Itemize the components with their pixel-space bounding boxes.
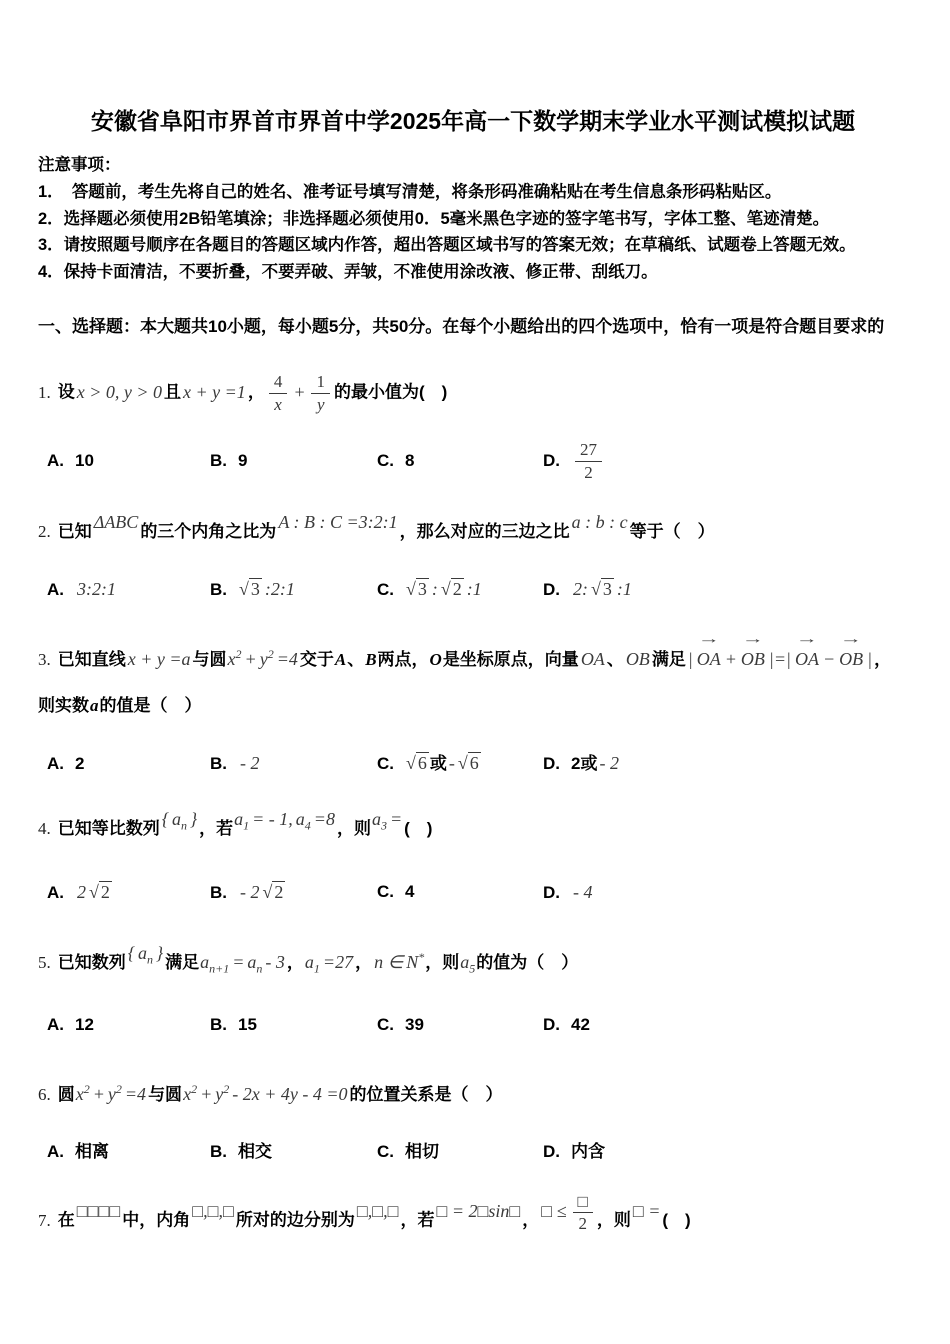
question-stem xyxy=(38,809,908,851)
fraction xyxy=(269,372,288,414)
question-number: 3. xyxy=(38,650,51,670)
vector xyxy=(839,631,864,675)
square-root xyxy=(239,579,262,599)
question-1 xyxy=(38,372,908,482)
subscripted-var: $a_1$ xyxy=(304,951,320,976)
superscripted-var: $y^2$ xyxy=(215,1082,230,1105)
stem-text: 2 xyxy=(75,753,85,773)
stem-text: 39 xyxy=(405,1015,424,1035)
radicand: 2 xyxy=(452,579,462,600)
superscripted-var: $x^2$ xyxy=(75,1082,90,1105)
math-text: + xyxy=(293,381,306,402)
options-row xyxy=(38,1137,908,1167)
stem-text: ， xyxy=(522,1210,540,1230)
option-label: B. xyxy=(210,580,227,600)
math-text: + xyxy=(724,649,737,670)
radical-icon: √ xyxy=(239,579,249,600)
math-text: =8 xyxy=(313,809,335,830)
notice-item: 4．保持卡面清洁，不要折叠，不要弄破、弄皱，不准使用涂改液、修正带、刮纸刀。 xyxy=(38,262,658,281)
options-row xyxy=(38,574,908,605)
superscript: 2 xyxy=(83,1082,90,1097)
math-text: = xyxy=(389,809,403,830)
vector-base: OA xyxy=(794,649,819,670)
subscript: 3 xyxy=(380,818,387,833)
math-text: :1 xyxy=(466,579,482,600)
option-label: B. xyxy=(210,451,227,471)
subscripted-var: $a_n$ xyxy=(247,951,263,976)
options-row xyxy=(38,877,908,908)
stem-text: 、 xyxy=(606,650,624,670)
fraction-numerator: 27 xyxy=(575,440,602,462)
subscripted-var: $a_{n+1}$ xyxy=(200,951,230,976)
math-text: | xyxy=(867,649,873,670)
math-var: O xyxy=(429,650,442,670)
stem-text: 或 xyxy=(429,754,447,774)
superscripted-var: $y^2$ xyxy=(107,1082,122,1105)
superscript: 2 xyxy=(267,647,274,662)
radicand: 6 xyxy=(417,753,427,774)
option-label: D. xyxy=(543,450,560,470)
subscript: n xyxy=(180,818,187,833)
stem-text: ，则 xyxy=(425,952,460,972)
math-text: 2 xyxy=(77,881,86,902)
section-header: 一、选择题：本大题共10小题，每小题5分，共50分。在每个小题给出的四个选项中，恰有一项是符合题目要求的 xyxy=(38,317,885,336)
math-text: □ = 2□sin□ xyxy=(436,1200,521,1221)
option-D xyxy=(543,748,908,779)
radical-icon: √ xyxy=(89,881,99,902)
math-text: □□□□ xyxy=(76,1200,121,1221)
math-text: - 4 xyxy=(573,881,593,902)
stem-text: 中，内角 xyxy=(122,1210,191,1230)
option-label: D. xyxy=(543,1142,560,1162)
notice-item: 3．请按照题号顺序在各题目的答题区域内作答，超出答题区域书写的答案无效；在草稿纸、试题卷上答题无效。 xyxy=(38,236,856,254)
superscript: 2 xyxy=(235,647,242,662)
stem-text: ， xyxy=(874,650,892,670)
superscript: 2 xyxy=(191,1082,198,1097)
stem-text: 9 xyxy=(238,451,248,471)
math-var: a xyxy=(90,696,99,716)
stem-text: 相离 xyxy=(75,1142,109,1162)
question-3 xyxy=(38,631,908,779)
stem-text: 8 xyxy=(405,451,415,471)
option-B xyxy=(210,1010,377,1040)
option-label: A. xyxy=(47,451,64,471)
stem-text: ， xyxy=(355,952,373,972)
fraction-denominator: y xyxy=(316,394,325,414)
options-row xyxy=(38,748,908,779)
option-label: A. xyxy=(47,1142,64,1162)
radical-icon: √ xyxy=(440,579,451,600)
stem-text: ，若 xyxy=(400,1210,435,1230)
option-D xyxy=(543,440,908,482)
math-text: - 2 xyxy=(599,753,619,774)
math-text: - 2 xyxy=(240,881,260,902)
math-text: { xyxy=(161,809,169,830)
vector-arrow-icon: → xyxy=(840,631,863,647)
radical-icon: √ xyxy=(406,753,416,774)
option-label: A. xyxy=(47,882,64,902)
radical-icon: √ xyxy=(457,753,468,774)
fraction xyxy=(575,440,602,482)
superscript: * xyxy=(418,949,425,964)
stem-text: ，那么对应的三边之比 xyxy=(399,522,570,542)
stem-text: 或 xyxy=(580,754,598,774)
subscript: n xyxy=(146,952,153,967)
fraction-numerator: 1 xyxy=(311,372,330,394)
radicand: 2 xyxy=(274,881,284,902)
option-label: C. xyxy=(377,882,394,902)
stem-text: 内含 xyxy=(571,1142,605,1162)
vector-base: OB xyxy=(740,649,765,670)
option-C xyxy=(377,1137,543,1167)
option-label: C. xyxy=(377,1142,394,1162)
math-text: + xyxy=(92,1084,105,1105)
math-text: − xyxy=(822,649,836,670)
math-text: | xyxy=(687,649,693,670)
stem-text: 2 xyxy=(571,754,581,774)
superscript: 2 xyxy=(115,1082,122,1097)
question-number: 6. xyxy=(38,1085,51,1105)
notice-heading: 注意事项： xyxy=(38,156,121,174)
option-D xyxy=(543,1137,908,1167)
options-row xyxy=(38,440,908,482)
stem-text: 已知数列 xyxy=(57,952,126,972)
fraction-denominator: 2 xyxy=(584,462,593,482)
subscript: n+1 xyxy=(209,961,230,976)
stem-text: 的位置关系是（ ） xyxy=(349,1085,503,1105)
option-C xyxy=(377,446,543,476)
stem-text: 且 xyxy=(164,382,182,402)
square-root xyxy=(406,753,429,773)
superscripted-var: $y^2$ xyxy=(259,647,274,670)
square-root xyxy=(263,882,286,902)
math-text: □ ≤ xyxy=(541,1200,567,1221)
radicand: 3 xyxy=(417,579,427,600)
option-A xyxy=(47,574,210,605)
fraction-numerator: 4 xyxy=(269,372,288,394)
fraction xyxy=(311,372,330,414)
option-label: D. xyxy=(543,754,560,774)
math-text: A : B : C =3:2:1 xyxy=(278,512,398,533)
question-stem xyxy=(38,372,908,414)
stem-text: 已知等比数列 xyxy=(57,819,160,839)
superscripted-var: $x^2$ xyxy=(183,1082,198,1105)
option-B xyxy=(210,1137,377,1167)
questions-container xyxy=(38,372,908,1242)
math-text: =27 xyxy=(322,951,354,972)
math-text: OB xyxy=(625,649,650,670)
superscript: 2 xyxy=(223,1082,230,1097)
subscript: 1 xyxy=(243,818,250,833)
radical-icon: √ xyxy=(262,881,273,902)
math-text: x + y =a xyxy=(127,649,191,670)
option-B xyxy=(210,574,377,605)
subscript: 5 xyxy=(469,961,476,976)
question-stem xyxy=(38,631,908,676)
option-label: D. xyxy=(543,882,560,902)
stem-text: 4 xyxy=(405,882,415,902)
subscripted-var: $a_n$ xyxy=(137,942,153,967)
option-D xyxy=(543,574,908,605)
stem-text: 是坐标原点，向量 xyxy=(442,650,579,670)
stem-text: ( ) xyxy=(662,1210,691,1230)
subscripted-var: $a_5$ xyxy=(460,951,476,976)
question-5 xyxy=(38,941,908,1041)
option-label: B. xyxy=(210,1015,227,1035)
math-text: :2:1 xyxy=(264,579,295,600)
option-C xyxy=(377,574,543,605)
subscripted-var: $a_3$ xyxy=(371,809,387,833)
vector-arrow-icon: → xyxy=(741,631,764,647)
math-text: + xyxy=(244,649,257,670)
option-A xyxy=(47,877,210,908)
question-number: 4. xyxy=(38,819,51,839)
fraction-denominator: x xyxy=(274,394,282,414)
math-text: =4 xyxy=(276,649,298,670)
vector-base: OA xyxy=(696,649,721,670)
option-A xyxy=(47,1010,210,1040)
math-text: :1 xyxy=(616,579,632,600)
stem-text: ， xyxy=(286,952,304,972)
stem-text: 交于 xyxy=(299,650,334,670)
stem-text: 的最小值为( ) xyxy=(333,382,448,402)
fraction-denominator: 2 xyxy=(578,1214,587,1234)
option-A xyxy=(47,446,210,476)
math-text: { xyxy=(127,942,135,963)
math-text: - xyxy=(448,753,455,774)
math-text: a : b : c xyxy=(571,512,628,533)
question-number: 2. xyxy=(38,522,51,542)
stem-text: ( ) xyxy=(404,819,433,839)
stem-text: 满足 xyxy=(165,952,200,972)
option-D xyxy=(543,877,908,908)
question-2 xyxy=(38,512,908,605)
option-label: C. xyxy=(377,1015,394,1035)
option-C xyxy=(377,748,543,779)
math-text: } xyxy=(155,942,164,963)
stem-text: 满足 xyxy=(651,650,686,670)
stem-text: 设 xyxy=(57,382,75,402)
page-title: 安徽省阜阳市界首市界首中学2025年高一下数学期末学业水平测试模拟试题 xyxy=(90,108,856,134)
options-row xyxy=(38,1010,908,1040)
radicand: 3 xyxy=(250,579,260,600)
square-root xyxy=(441,579,464,599)
stem-text: 与圆 xyxy=(192,650,227,670)
square-root xyxy=(89,882,112,902)
option-label: C. xyxy=(377,580,394,600)
math-text: : xyxy=(431,579,438,600)
math-var: A xyxy=(334,650,347,670)
question-6 xyxy=(38,1073,908,1167)
stem-text: 两点， xyxy=(377,650,429,670)
math-text: =4 xyxy=(124,1084,147,1105)
question-stem xyxy=(38,941,908,985)
stem-text: 等于（ ） xyxy=(629,522,715,542)
option-label: A. xyxy=(47,580,64,600)
math-text: } xyxy=(189,809,198,830)
subscripted-var: $a_n$ xyxy=(171,809,187,833)
fraction xyxy=(573,1192,593,1234)
option-B xyxy=(210,446,377,476)
question-stem xyxy=(38,1073,908,1111)
vector-arrow-icon: → xyxy=(795,631,818,647)
math-text: = xyxy=(232,951,245,972)
vector-arrow-icon: → xyxy=(697,631,720,647)
radicand: 6 xyxy=(469,753,479,774)
math-text: x > 0, y > 0 xyxy=(76,381,163,402)
option-A xyxy=(47,1137,210,1167)
option-C xyxy=(377,1010,543,1040)
stem-text: 的三个内角之比为 xyxy=(140,522,277,542)
subscript: 1 xyxy=(313,961,320,976)
stem-text: 42 xyxy=(571,1015,590,1035)
radicand: 3 xyxy=(602,579,612,600)
math-text: □ = xyxy=(632,1200,661,1221)
math-text: 2: xyxy=(573,579,588,600)
math-text: x + y =1 xyxy=(183,381,246,402)
subscript: n xyxy=(256,961,263,976)
notice-list xyxy=(38,179,908,285)
question-number: 7. xyxy=(38,1210,51,1230)
option-D xyxy=(543,1010,908,1040)
option-label: C. xyxy=(377,754,394,774)
option-label: A. xyxy=(47,1015,64,1035)
stem-text: 的值是（ ） xyxy=(99,696,202,716)
math-var: B xyxy=(365,650,377,670)
stem-text: 圆 xyxy=(57,1085,75,1105)
option-label: D. xyxy=(543,1015,560,1035)
stem-text: 、 xyxy=(347,650,365,670)
math-text: + xyxy=(200,1084,213,1105)
option-label: A. xyxy=(47,753,64,773)
stem-text: ，若 xyxy=(199,819,234,839)
notice-item: 2．选择题必须使用2B铅笔填涂；非选择题必须使用0．5毫米黑色字迹的签字笔书写，字体工整、笔迹清楚。 xyxy=(38,209,830,228)
question-stem xyxy=(38,1191,908,1242)
math-text: - 2 xyxy=(240,753,260,774)
stem-text: ，则 xyxy=(596,1210,631,1230)
math-text: |=| xyxy=(768,649,791,670)
vector-base: OB xyxy=(839,649,864,670)
superscripted-var: N* xyxy=(406,949,425,972)
subscripted-var: $a_1$ xyxy=(234,809,250,833)
stem-text: 在 xyxy=(57,1210,75,1230)
math-text: □,□,□ xyxy=(192,1200,234,1221)
option-label: B. xyxy=(210,754,227,774)
option-label: B. xyxy=(210,882,227,902)
math-text: OA xyxy=(580,649,605,670)
stem-text: 12 xyxy=(75,1015,94,1035)
math-text: n ∈ xyxy=(374,951,404,972)
vector xyxy=(696,631,721,675)
subscripted-var: $a_4$ xyxy=(295,809,311,833)
question-7 xyxy=(38,1191,908,1242)
math-text: = - 1, xyxy=(252,809,293,830)
stem-text: 相切 xyxy=(405,1142,439,1162)
stem-text: ， xyxy=(247,382,265,402)
vector xyxy=(740,631,765,675)
option-A xyxy=(47,749,210,779)
square-root xyxy=(458,753,481,773)
stem-text: 已知 xyxy=(57,522,92,542)
vector xyxy=(794,631,819,675)
fraction-numerator: □ xyxy=(573,1192,593,1214)
option-label: C. xyxy=(377,451,394,471)
math-text: 3:2:1 xyxy=(77,579,116,600)
question-stem-line2 xyxy=(38,690,908,722)
stem-text: ，则 xyxy=(336,819,371,839)
square-root xyxy=(591,579,614,599)
stem-text: 则实数 xyxy=(38,696,89,716)
math-text: □,□,□ xyxy=(356,1200,399,1221)
stem-text: 15 xyxy=(238,1015,257,1035)
math-text: - 2x + 4y - 4 =0 xyxy=(232,1084,348,1105)
stem-text: 与圆 xyxy=(148,1085,183,1105)
notice-item: 1． 答题前，考生先将自己的姓名、准考证号填写清楚，将条形码准确粘贴在考生信息条形码粘贴区。 xyxy=(38,183,782,201)
stem-text: 10 xyxy=(75,451,94,471)
stem-text: 所对的边分别为 xyxy=(235,1210,355,1230)
option-C xyxy=(377,877,543,907)
stem-text: 的值为（ ） xyxy=(476,952,579,972)
math-text: ΔABC xyxy=(93,512,139,533)
option-B xyxy=(210,877,377,908)
question-number: 5. xyxy=(38,952,51,972)
square-root xyxy=(406,579,429,599)
option-B xyxy=(210,748,377,779)
question-number: 1. xyxy=(38,382,51,402)
radical-icon: √ xyxy=(591,579,601,600)
radicand: 2 xyxy=(100,881,110,902)
option-label: D. xyxy=(543,580,560,600)
question-4 xyxy=(38,809,908,908)
subscript: 4 xyxy=(304,818,311,833)
question-stem xyxy=(38,512,908,548)
superscripted-var: $x^2$ xyxy=(227,647,242,670)
stem-text: 相交 xyxy=(238,1142,272,1162)
math-text: - 3 xyxy=(265,951,285,972)
radical-icon: √ xyxy=(406,579,416,600)
option-label: B. xyxy=(210,1142,227,1162)
stem-text: 已知直线 xyxy=(57,650,126,670)
